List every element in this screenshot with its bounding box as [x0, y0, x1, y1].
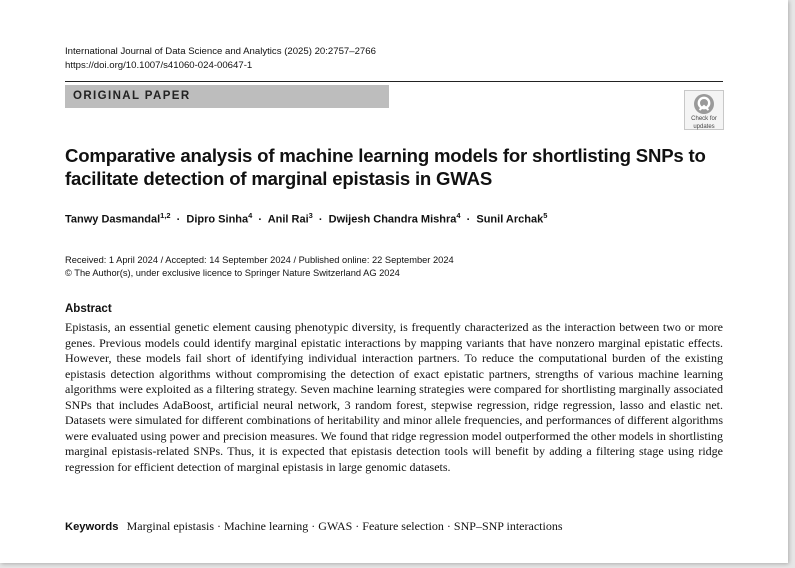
keywords	[65, 519, 563, 534]
author-affiliation: 4	[248, 211, 253, 220]
author-name[interactable]: Anil Rai	[267, 213, 309, 226]
journal-header	[65, 45, 376, 73]
author-name[interactable]: Sunil Archak	[476, 213, 544, 226]
author-list	[65, 211, 547, 226]
author-separator: ·	[258, 213, 263, 226]
crossmark-icon	[693, 93, 715, 115]
copyright-notice: © The Author(s), under exclusive licence to Springer Nature Switzerland AG 2024	[65, 268, 400, 278]
keywords-heading: Keywords	[65, 521, 119, 533]
journal-citation: International Journal of Data Science and Analytics (2025) 20:2757–2766	[65, 46, 376, 57]
author-separator: ·	[466, 213, 471, 226]
author-name[interactable]: Dwijesh Chandra Mishra	[328, 213, 457, 226]
badge-text-line2: updates	[693, 123, 715, 130]
abstract-heading: Abstract	[65, 303, 112, 315]
keywords-list: Marginal epistasis · Machine learning · GWAS · Feature selection · SNP–SNP interactions	[126, 519, 563, 533]
abstract-text: Epistasis, an essential genetic element causing phenotypic diversity, is frequently characterized as the interaction between two or more genes. Previous models could identify marginal epistatic interactions by mapping variants that have nonzero marginal epistatic effects. However, these models fail short of identifying individual interaction partners. To reduce the computational burden of the existing epistasis detection algorithms without compromising the detection of exact epistatic partners, strengths of various machine learning algorithms were exploited as a filtering strategy. Seven machine learning strategies were compared for shortlisting marginally associated SNPs that includes AdaBoost, artificial neural network, 3 random forest, stepwise regression, ridge regression, lasso and elastic net. Datasets were simulated for different combinations of heritability and minor allele frequencies, and performances of different algorithms were evaluated using power and precision measures. We found that ridge regression model outperformed the other models in shortlisting marginal epistasis-related SNPs. Thus, it is expected that epistasis detection tools will benefit by adding a filtering stage using ridge regression for efficient detection of marginal epistasis in large genomic datasets.	[65, 320, 723, 474]
author-name[interactable]: Tanwy Dasmandal	[65, 213, 161, 226]
check-for-updates-badge[interactable]	[684, 90, 724, 130]
author-name[interactable]: Dipro Sinha	[186, 213, 249, 226]
author-affiliation: 3	[308, 211, 313, 220]
article-type-label: ORIGINAL PAPER	[73, 90, 191, 102]
author-affiliation: 4	[456, 211, 461, 220]
article-type-banner	[65, 85, 389, 108]
article-title: Comparative analysis of machine learning models for shortlisting SNPs to facilitate detection of marginal epistasis in GWAS	[65, 145, 706, 189]
badge-text-line1: Check for	[691, 116, 717, 122]
header-rule	[65, 81, 723, 82]
author-separator: ·	[318, 213, 323, 226]
author-affiliation: 5	[543, 211, 548, 220]
author-affiliation: 1,2	[160, 211, 171, 220]
author-separator: ·	[176, 213, 181, 226]
publication-dates	[65, 254, 454, 280]
doi-link[interactable]: https://doi.org/10.1007/s41060-024-00647-1	[65, 60, 253, 71]
publication-history: Received: 1 April 2024 / Accepted: 14 September 2024 / Published online: 22 September 2024	[65, 255, 454, 265]
